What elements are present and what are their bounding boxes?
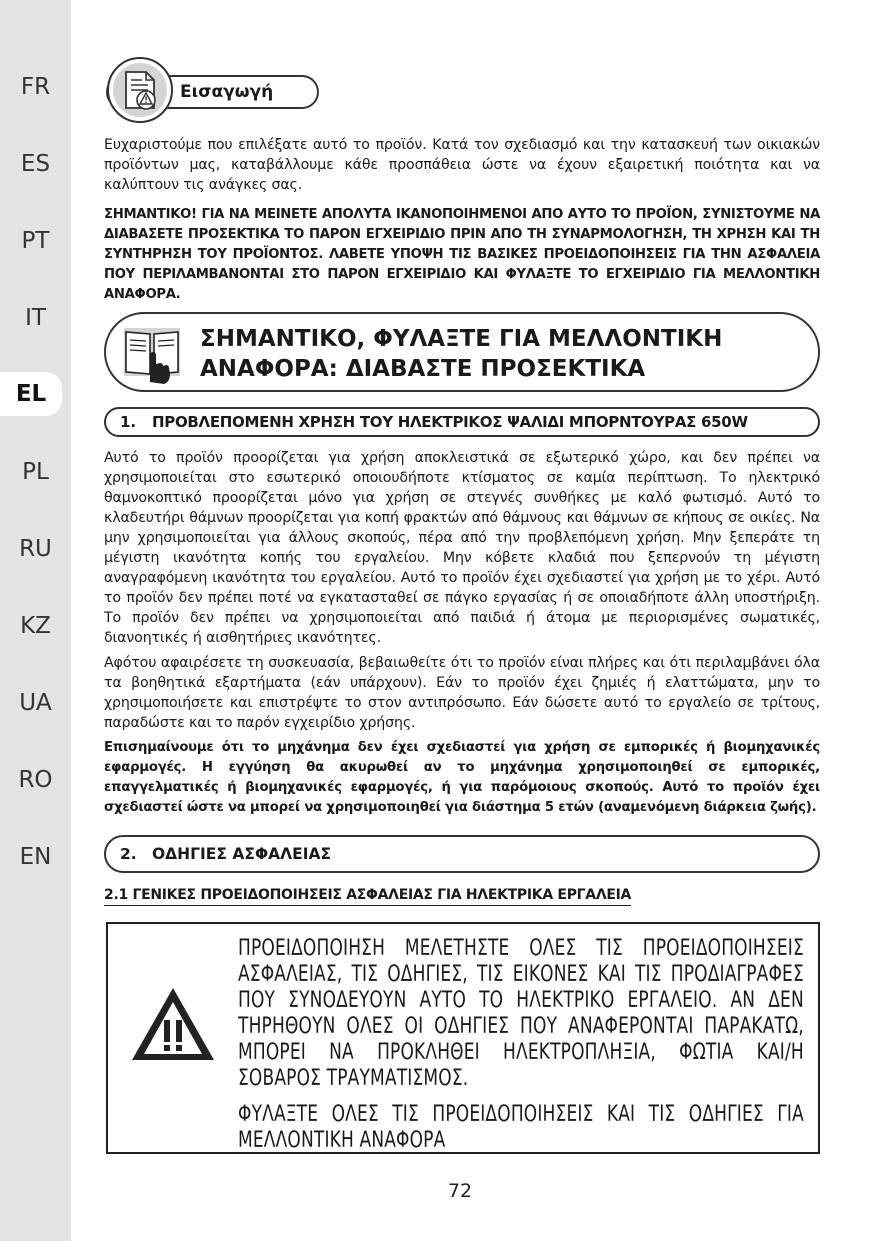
lang-tab-pl[interactable]: PL (22, 459, 49, 485)
section2-number: 2. (120, 845, 137, 863)
safety-warning-text-1: ΠΡΟΕΙΔΟΠΟΙΗΣΗ ΜΕΛΕΤΗΣΤΕ ΟΛΕΣ ΤΙΣ ΠΡΟΕΙΔΟΠΟΙΗΣΕΙΣ ΑΣΦΑΛΕΙΑΣ, ΤΙΣ ΟΔΗΓΙΕΣ, ΤΙΣ ΕΙΚΟΝΕΣ ΚΑΙ ΤΙΣ ΠΡΟΔΙΑΓΡΑΦΕΣ ΠΟΥ ΣΥΝΟΔΕΥΟΥΝ ΑΥΤΟ ΤΟ ΗΛΕΚΤΡΙΚΟ ΕΡΓΑΛΕΙΟ. ΑΝ ΔΕΝ ΤΗΡΗΘΟΥΝ ΟΛΕΣ ΟΙ ΟΔΗΓΙΕΣ ΠΟΥ ΑΝΑΦΕΡΟΝΤΑΙ ΠΑΡΑΚΑΤΩ, ΜΠΟΡΕΙ ΝΑ ΠΡΟΚΛΗΘΕΙ ΗΛΕΚΤΡΟΠΛΗΞΙΑ, ΦΩΤΙΑ ΚΑΙ/Η ΣΟΒΑΡΟΣ ΤΡΑΥΜΑΤΙΣΜΟΣ. (238, 936, 804, 1091)
lang-tab-ua[interactable]: UA (19, 690, 52, 716)
intro-important: ΣΗΜΑΝΤΙΚΟ! ΓΙΑ ΝΑ ΜΕΙΝΕΤΕ ΑΠΟΛΥΤΑ ΙΚΑΝΟΠΟΙΗΜΕΝΟΙ ΑΠΟ ΑΥΤΟ ΤΟ ΠΡΟΪΟΝ, ΣΥΝΙΣΤΟΥΜΕ ΝΑ ΔΙΑΒΑΣΕΤΕ ΠΡΟΣΕΚΤΙΚΑ ΤΟ ΠΑΡΟΝ ΕΓΧΕΙΡΙΔΙΟ ΠΡΙΝ ΑΠΟ ΤΗ ΣΥΝΑΡΜΟΛΟΓΗΣΗ, ΤΗ ΧΡΗΣΗ ΚΑΙ ΤΗ ΣΥΝΤΗΡΗΣΗ ΤΟΥ ΠΡΟΪΟΝΤΟΣ. ΛΑΒΕΤΕ ΥΠΟΨΗ ΤΙΣ ΒΑΣΙΚΕΣ ΠΡΟΕΙΔΟΠΟΙΗΣΕΙΣ ΓΙΑ ΤΗΝ ΑΣΦΑΛΕΙΑ ΠΟΥ ΠΕΡΙΛΑΜΒΑΝΟΝΤΑΙ ΣΤΟ ΠΑΡΟΝ ΕΓΧΕΙΡΙΔΙΟ ΚΑΙ ΦΥΛΑΞΤΕ ΤΟ ΕΓΧΕΙΡΙΔΙΟ ΓΙΑ ΜΕΛΛΟΝΤΙΚΗ ΑΝΑΦΟΡΑ. (104, 207, 820, 302)
lang-tab-en[interactable]: EN (19, 844, 52, 870)
lang-tab-el-active[interactable]: EL (0, 372, 62, 416)
safety-warning-box (106, 922, 820, 1154)
section1-heading (104, 407, 820, 437)
section2-title: ΟΔΗΓΙΕΣ ΑΣΦΑΛΕΙΑΣ (152, 845, 332, 863)
intro-important-block (104, 205, 820, 305)
safety-warning-text-2: ΦΥΛΑΞΤΕ ΟΛΕΣ ΤΙΣ ΠΡΟΕΙΔΟΠΟΙΗΣΕΙΣ ΚΑΙ ΤΙΣ ΟΔΗΓΙΕΣ ΓΙΑ ΜΕΛΛΟΝΤΙΚΗ ΑΝΑΦΟΡΑ (238, 1102, 804, 1153)
intro-title: Εισαγωγή (180, 82, 274, 102)
section1-paragraph-1: Αυτό το προϊόν προορίζεται για χρήση αποκλειστικά σε εξωτερικό χώρο, και δεν πρέπει να χρησιμοποιείται στο εσωτερικό οποιουδήποτε κτίσματος σε καμία περίπτωση. Το ηλεκτρικό θαμνοκοπτικό προορίζεται μόνο για χρήση σε στεγνές συνθήκες με καλό φωτισμό. Αυτό το κλαδευτήρι θάμνων προορίζεται για κοπή φρακτών από θάμνους και θάμνων σε κήπους σε οικίες. Να μην χρησιμοποιείται για άλλους σκοπούς, πέρα από την προβλεπόμενη χρήση. Μην ξεπεράτε τη μέγιστη ικανότητα κοπής του εργαλείου. Μην κόβετε κλαδιά που ξεπερνούν τη μέγιστη αναγραφόμενη ικανότητα του εργαλείου. Αυτό το προϊόν έχει σχεδιαστεί για χρήση με το χέρι. Αυτό το προϊόν δεν πρέπει ποτέ να εγκατασταθεί σε πάγκο εργασίας ή σε οποιαδήποτε άλλη υποστήριξη. Το προϊόν δεν πρέπει να χρησιμοποιείται από παιδιά ή άτομα με περιορισμένες σωματικές, διανοητικές ή αισθητήριες ικανότητες. (104, 450, 820, 646)
keep-box-line-2: ΑΝΑΦΟΡΑ: ΔΙΑΒΑΣΤΕ ΠΡΟΣΕΚΤΙΚΑ (200, 356, 646, 382)
lang-tab-pt[interactable]: PT (21, 228, 50, 254)
keep-for-reference-box (104, 312, 820, 392)
section1-paragraph-2: Αφότου αφαιρέσετε τη συσκευασία, βεβαιωθείτε ότι το προϊόν είναι πλήρες και ότι περιλαμβάνει όλα τα βοηθητικά εξαρτήματα (εάν υπάρχουν). Εάν το προϊόν έχει ζημιές ή ελαττώματα, μην το χρησιμοποιήσετε και επιστρέψτε το στον αντιπρόσωπο. Εάν δώσετε αυτό το εργαλείο σε τρίτους, παραδώστε και το παρόν εγχειρίδιο χρήσης. (104, 655, 820, 731)
lang-tab-ro[interactable]: RO (18, 767, 53, 793)
intro-section (104, 135, 820, 195)
lang-tab-ru[interactable]: RU (19, 536, 52, 562)
page-number: 72 (447, 1180, 473, 1202)
warning-triangle-icon (128, 984, 218, 1064)
section1-paragraph-3: Επισημαίνουμε ότι το μηχάνημα δεν έχει σχεδιαστεί για χρήση σε εμπορικές ή βιομηχανικές εφαρμογές. Η εγγύηση θα ακυρωθεί αν το μηχάνημα χρησιμοποιηθεί σε εμπορικές, επαγγελματικές ή βιομηχανικές εφαρμογές, ή για παρόμοιους σκοπούς. Αυτό το προϊόν έχει σχεδιαστεί ώστε να μπορεί να χρησιμοποιηθεί για διάστημα 5 ετών (αναμενόμενη διάρκεια ζωής). (104, 740, 820, 815)
section1-body (104, 448, 820, 818)
lang-tab-it[interactable]: IT (25, 305, 46, 331)
section2-heading (104, 835, 820, 873)
lang-tab-kz[interactable]: KZ (20, 613, 51, 639)
language-sidebar (0, 0, 71, 1241)
section2-1-subheading: 2.1 ΓΕΝΙΚΕΣ ΠΡΟΕΙΔΟΠΟΙΗΣΕΙΣ ΑΣΦΑΛΕΙΑΣ ΓΙΑ ΗΛΕΚΤΡΙΚΑ ΕΡΓΑΛΕΙΑ (104, 887, 631, 906)
lang-tab-es[interactable]: ES (20, 151, 51, 177)
section1-number: 1. (120, 413, 137, 431)
lang-tab-fr[interactable]: FR (20, 74, 51, 100)
keep-box-line-1: ΣΗΜΑΝΤΙΚΟ, ΦΥΛΑΞΤΕ ΓΙΑ ΜΕΛΛΟΝΤΙΚΗ (200, 326, 723, 352)
section1-title: ΠΡΟΒΛΕΠΟΜΕΝΗ ΧΡΗΣΗ ΤΟΥ ΗΛΕΚΤΡΙΚΟΣ ΨΑΛΙΔΙ ΜΠΟΡΝΤΟΥΡΑΣ 650W (152, 413, 748, 431)
document-warning-icon (106, 56, 174, 124)
intro-paragraph: Ευχαριστούμε που επιλέξατε αυτό το προϊόν. Κατά τον σχεδιασμό και την κατασκευή των οικιακών προϊόντων μας, καταβάλλουμε κάθε προσπάθεια ώστε να έχουν εξαιρετική ποιότητα και να καλύπτουν τις ανάγκες σας. (104, 137, 820, 193)
read-manual-icon (120, 322, 184, 386)
